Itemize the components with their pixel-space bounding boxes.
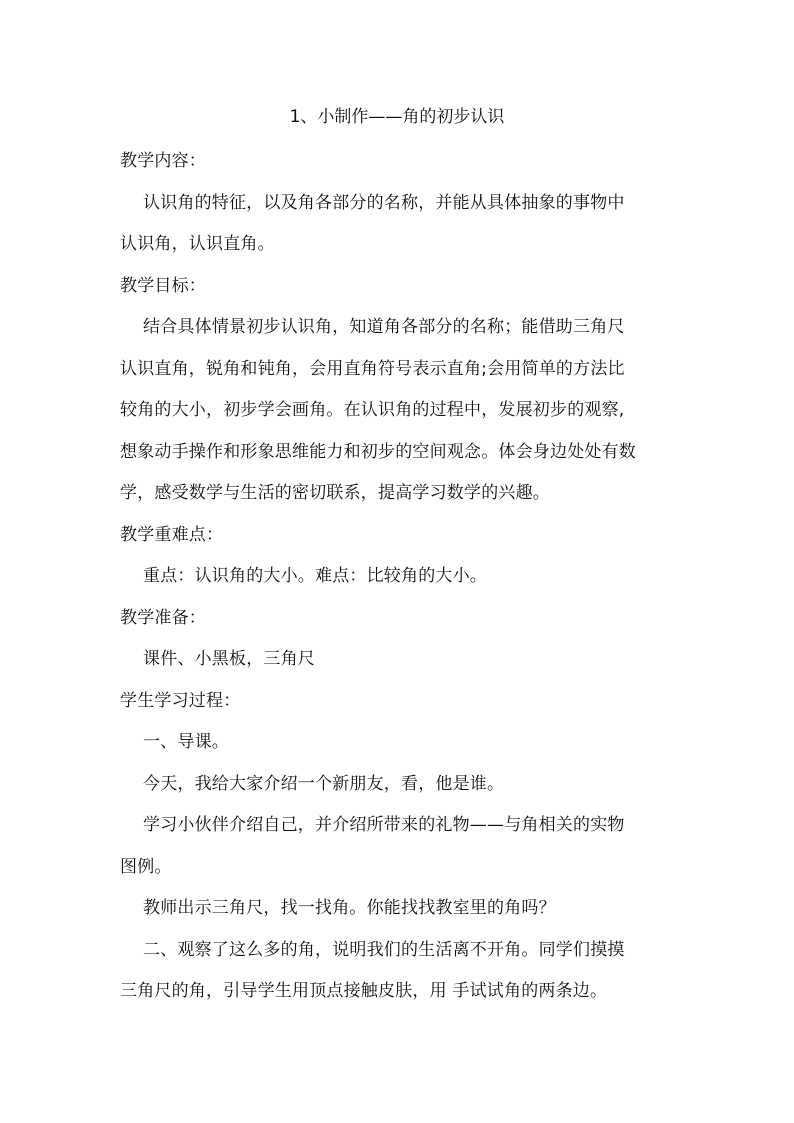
key-points-line: 重点：认识角的大小。难点：比较角的大小。 [143,566,487,586]
process-heading: 学生学习过程： [120,691,241,711]
goal-paragraph-line-4: 想象动手操作和形象思维能力和初步的空间观念。体会身边处处有数 [120,442,636,462]
step-1-heading: 一、导课。 [143,732,229,752]
document-title: 1、小制作——角的初步认识 [289,107,505,127]
content-paragraph-line-1: 认识角的特征，以及角各部分的名称，并能从具体抽象的事物中 [143,193,625,213]
goal-paragraph-line-3: 较角的大小，初步学会画角。在认识角的过程中，发展初步的观察, [120,400,625,420]
content-paragraph-line-2: 认识角，认识直角。 [120,234,275,254]
step-1-line-4: 教师出示三角尺，找一找角。你能找找教室里的角吗？ [143,898,556,918]
key-points-heading: 教学重难点： [120,525,224,545]
goal-paragraph-line-1: 结合具体情景初步认识角，知道角各部分的名称；能借助三角尺 [143,317,625,337]
goal-paragraph-line-2: 认识直角，锐角和钝角，会用直角符号表示直角;会用简单的方法比 [120,359,625,379]
step-1-line-1: 今天，我给大家介绍一个新朋友，看，他是谁。 [143,774,505,794]
goal-heading: 教学目标： [120,276,206,296]
content-heading: 教学内容： [120,151,206,171]
preparation-heading: 教学准备： [120,608,206,628]
step-1-line-3: 图例。 [120,857,172,877]
preparation-line: 课件、小黑板，三角尺 [143,649,315,669]
goal-paragraph-line-5: 学，感受数学与生活的密切联系，提高学习数学的兴趣。 [120,483,550,503]
step-2-line-1: 二、观察了这么多的角，说明我们的生活离不开角。同学们摸摸 [143,940,625,960]
step-2-line-2: 三角尺的角，引导学生用顶点接触皮肤，用 手试试角的两条边。 [120,981,608,1001]
step-1-line-2: 学习小伙伴介绍自己，并介绍所带来的礼物——与角相关的实物 [143,815,625,835]
